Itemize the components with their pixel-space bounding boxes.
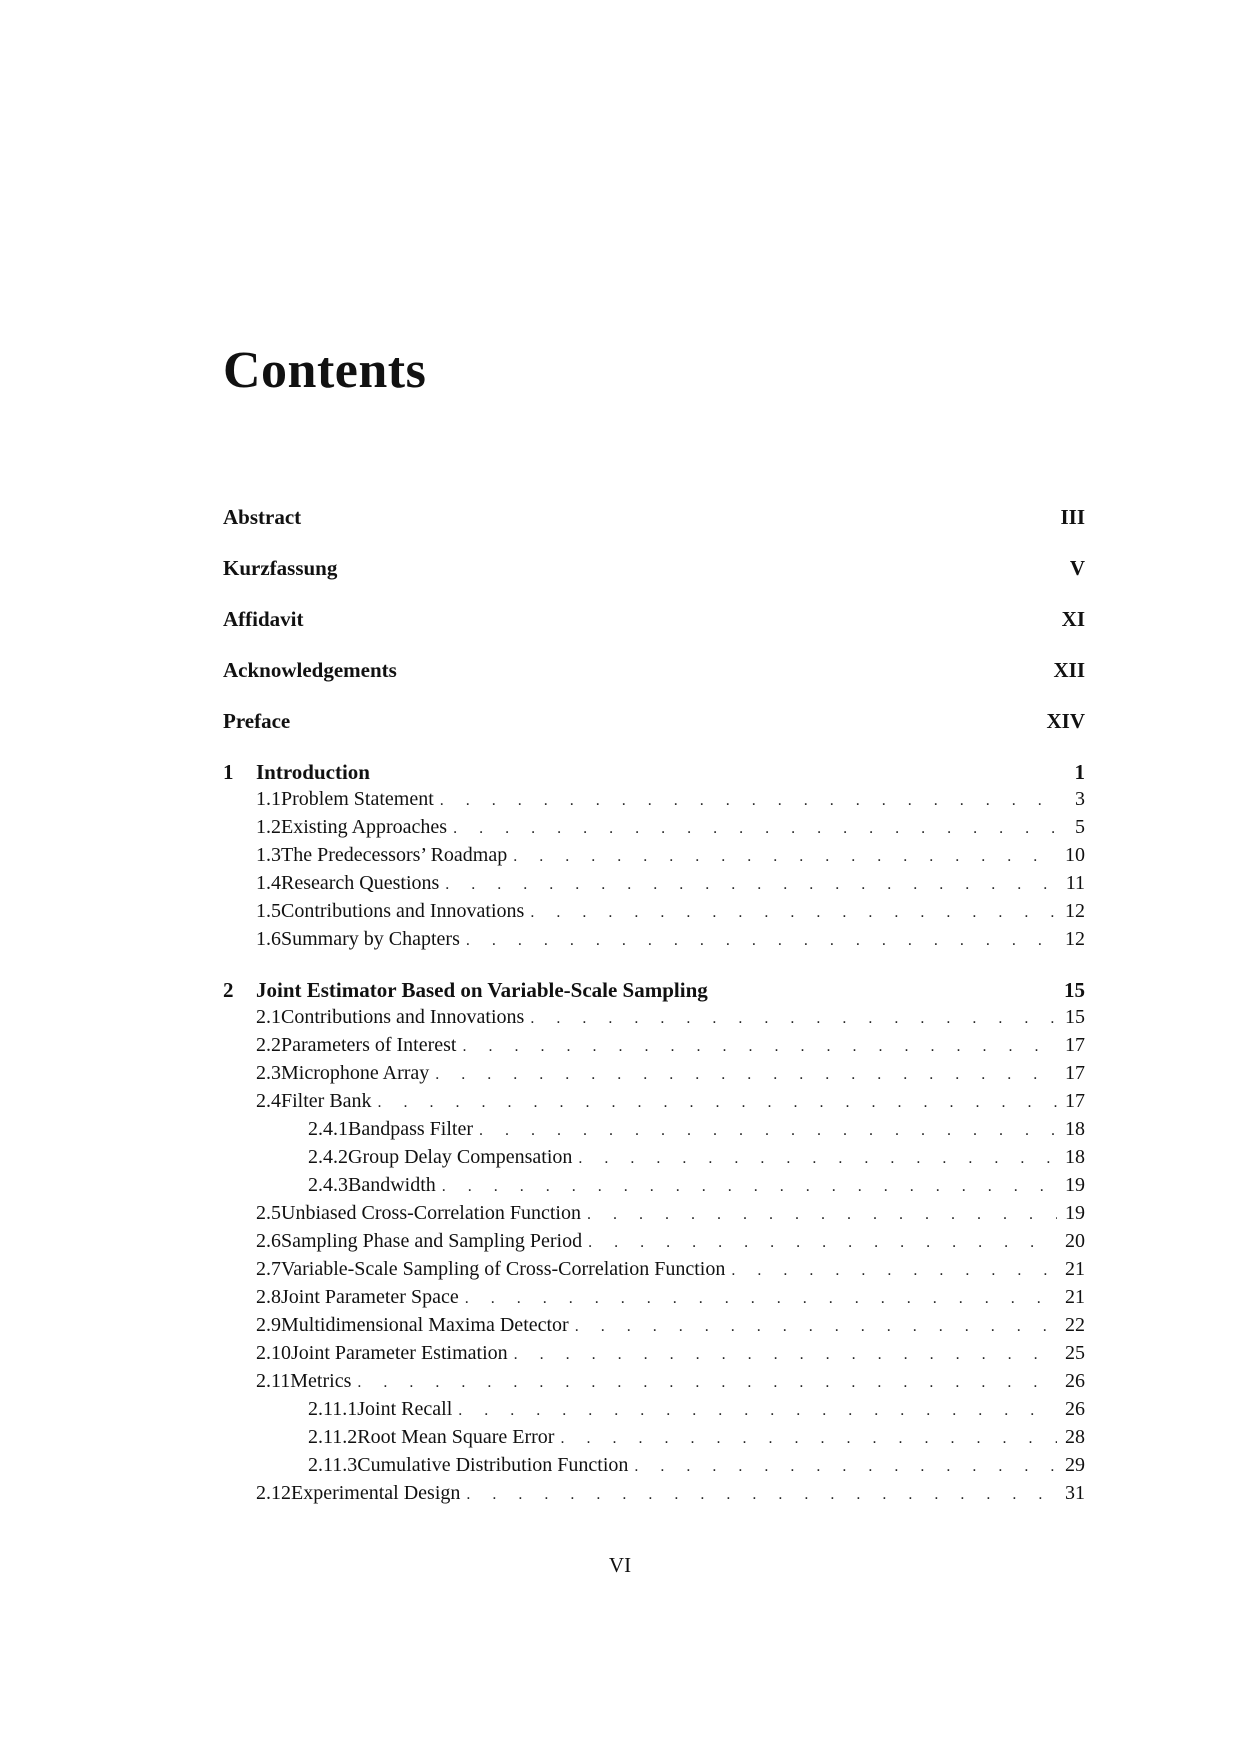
chapter-page: 1 <box>1074 760 1085 784</box>
toc-subsection[interactable] <box>223 1174 1085 1202</box>
subsection-title: Root Mean Square Error <box>357 1426 555 1448</box>
section-title: Metrics <box>290 1370 352 1392</box>
page-number-footer: VI <box>608 1553 632 1577</box>
toc-section[interactable] <box>223 816 1085 844</box>
subsection-title: Bandpass Filter <box>348 1118 473 1140</box>
dot-leader <box>440 792 1057 810</box>
toc-section[interactable] <box>223 1006 1085 1034</box>
dot-leader <box>575 1318 1057 1336</box>
toc-section[interactable] <box>223 1370 1085 1398</box>
toc-section[interactable] <box>223 1314 1085 1342</box>
section-title: Contributions and Innovations <box>281 900 525 922</box>
section-title: Multidimensional Maxima Detector <box>281 1314 569 1336</box>
toc-section[interactable] <box>223 1090 1085 1118</box>
toc-subsection[interactable] <box>223 1454 1085 1482</box>
section-number: 2.12 <box>256 1482 291 1504</box>
toc-entry-label: Acknowledgements <box>223 658 397 682</box>
toc-entry-page: XII <box>1053 658 1085 682</box>
section-number: 2.11 <box>256 1370 291 1392</box>
subsection-title: Bandwidth <box>348 1174 436 1196</box>
section-page: 19 <box>1065 1202 1085 1224</box>
section-page: 12 <box>1065 900 1085 922</box>
section-page: 26 <box>1065 1370 1085 1392</box>
subsection-number: 2.11.1 <box>308 1398 358 1420</box>
dot-leader <box>587 1206 1057 1224</box>
toc-entry-preface[interactable] <box>223 709 1085 760</box>
toc-section[interactable] <box>223 1286 1085 1314</box>
section-page: 20 <box>1065 1230 1085 1252</box>
toc-section[interactable] <box>223 1258 1085 1286</box>
section-number: 1.3 <box>256 844 281 866</box>
toc-subsection[interactable] <box>223 1146 1085 1174</box>
subsection-number: 2.11.3 <box>308 1454 358 1476</box>
table-of-contents <box>223 505 1085 1510</box>
section-number: 1.6 <box>256 928 281 950</box>
toc-section[interactable] <box>223 1034 1085 1062</box>
section-title: Variable-Scale Sampling of Cross-Correlation Function <box>281 1258 726 1280</box>
toc-chapter-2[interactable] <box>223 978 1085 1006</box>
section-title: Unbiased Cross-Correlation Function <box>281 1202 581 1224</box>
subsection-number: 2.4.3 <box>308 1174 348 1196</box>
subsection-title: Group Delay Compensation <box>348 1146 573 1168</box>
section-number: 2.9 <box>256 1314 281 1336</box>
toc-entry-affidavit[interactable] <box>223 607 1085 658</box>
toc-entry-kurzfassung[interactable] <box>223 556 1085 607</box>
dot-leader <box>435 1066 1057 1084</box>
section-number: 2.6 <box>256 1230 281 1252</box>
toc-section[interactable] <box>223 844 1085 872</box>
dot-leader <box>462 1038 1057 1056</box>
dot-leader <box>442 1178 1057 1196</box>
dot-leader <box>588 1234 1057 1252</box>
section-number: 1.2 <box>256 816 281 838</box>
dot-leader <box>560 1430 1057 1448</box>
toc-entry-page: XIV <box>1046 709 1085 733</box>
section-page: 12 <box>1065 928 1085 950</box>
section-number: 2.10 <box>256 1342 291 1364</box>
section-title: Sampling Phase and Sampling Period <box>281 1230 583 1252</box>
dot-leader <box>465 1290 1057 1308</box>
section-number: 2.3 <box>256 1062 281 1084</box>
section-number: 2.7 <box>256 1258 281 1280</box>
section-title: Microphone Array <box>281 1062 430 1084</box>
toc-section[interactable] <box>223 1342 1085 1370</box>
section-title: Research Questions <box>281 872 440 894</box>
dot-leader <box>530 1010 1057 1028</box>
subsection-page: 28 <box>1065 1426 1085 1448</box>
toc-entry-label: Preface <box>223 709 291 733</box>
subsection-page: 18 <box>1065 1118 1085 1140</box>
chapter-title: Introduction <box>256 760 370 784</box>
dot-leader <box>466 1486 1057 1504</box>
toc-entry-page: III <box>1060 505 1085 529</box>
section-title: Filter Bank <box>281 1090 372 1112</box>
dot-leader <box>578 1150 1057 1168</box>
chapter-number: 1 <box>223 760 234 784</box>
section-title: Joint Parameter Space <box>281 1286 459 1308</box>
section-number: 2.5 <box>256 1202 281 1224</box>
toc-section[interactable] <box>223 928 1085 956</box>
dot-leader <box>378 1094 1057 1112</box>
toc-entry-label: Kurzfassung <box>223 556 338 580</box>
toc-section[interactable] <box>223 900 1085 928</box>
toc-section[interactable] <box>223 1062 1085 1090</box>
dot-leader <box>466 932 1057 950</box>
toc-entry-acknowledgements[interactable] <box>223 658 1085 709</box>
toc-entry-page: V <box>1069 556 1085 580</box>
subsection-page: 26 <box>1065 1398 1085 1420</box>
section-page: 3 <box>1075 788 1085 810</box>
section-number: 1.4 <box>256 872 281 894</box>
dot-leader <box>479 1122 1057 1140</box>
section-number: 1.5 <box>256 900 281 922</box>
section-title: Parameters of Interest <box>281 1034 457 1056</box>
section-page: 10 <box>1065 844 1085 866</box>
toc-entry-label: Abstract <box>223 505 302 529</box>
toc-entry-page: XI <box>1061 607 1085 631</box>
subsection-page: 19 <box>1065 1174 1085 1196</box>
section-number: 2.8 <box>256 1286 281 1308</box>
section-title: Existing Approaches <box>281 816 448 838</box>
section-number: 1.1 <box>256 788 281 810</box>
dot-leader <box>453 820 1057 838</box>
dot-leader <box>513 848 1057 866</box>
toc-section[interactable] <box>223 1482 1085 1510</box>
toc-subsection[interactable] <box>223 1426 1085 1454</box>
dot-leader <box>731 1262 1057 1280</box>
section-number: 2.2 <box>256 1034 281 1056</box>
section-title: Experimental Design <box>291 1482 461 1504</box>
section-page: 15 <box>1065 1006 1085 1028</box>
section-page: 25 <box>1065 1342 1085 1364</box>
section-title: Summary by Chapters <box>281 928 460 950</box>
section-title: Contributions and Innovations <box>281 1006 525 1028</box>
subsection-page: 29 <box>1065 1454 1085 1476</box>
toc-entry-abstract[interactable] <box>223 505 1085 556</box>
subsection-title: Cumulative Distribution Function <box>357 1454 629 1476</box>
section-page: 17 <box>1065 1090 1085 1112</box>
section-number: 2.4 <box>256 1090 281 1112</box>
section-title: Joint Parameter Estimation <box>291 1342 508 1364</box>
toc-subsection[interactable] <box>223 1398 1085 1426</box>
dot-leader <box>514 1346 1057 1364</box>
toc-section[interactable] <box>223 872 1085 900</box>
dot-leader <box>634 1458 1057 1476</box>
section-title: The Predecessors’ Roadmap <box>281 844 508 866</box>
subsection-number: 2.4.1 <box>308 1118 348 1140</box>
toc-subsection[interactable] <box>223 1118 1085 1146</box>
section-page: 11 <box>1065 872 1085 894</box>
dot-leader <box>458 1402 1057 1420</box>
section-page: 21 <box>1065 1286 1085 1308</box>
dot-leader <box>357 1374 1057 1392</box>
section-page: 22 <box>1065 1314 1085 1336</box>
dot-leader <box>530 904 1057 922</box>
chapter-page: 15 <box>1064 978 1085 1002</box>
toc-section[interactable] <box>223 788 1085 816</box>
section-page: 31 <box>1065 1482 1085 1504</box>
subsection-number: 2.4.2 <box>308 1146 348 1168</box>
section-page: 21 <box>1065 1258 1085 1280</box>
subsection-page: 18 <box>1065 1146 1085 1168</box>
section-title: Problem Statement <box>281 788 434 810</box>
section-number: 2.1 <box>256 1006 281 1028</box>
toc-section[interactable] <box>223 1202 1085 1230</box>
chapter-number: 2 <box>223 978 234 1002</box>
toc-entry-label: Affidavit <box>223 607 304 631</box>
toc-section[interactable] <box>223 1230 1085 1258</box>
chapter-title: Joint Estimator Based on Variable-Scale Sampling <box>256 978 708 1002</box>
section-page: 17 <box>1065 1034 1085 1056</box>
chapter-gap <box>223 956 1085 978</box>
subsection-number: 2.11.2 <box>308 1426 358 1448</box>
dot-leader <box>445 876 1057 894</box>
section-page: 5 <box>1075 816 1085 838</box>
subsection-title: Joint Recall <box>357 1398 453 1420</box>
page-title: Contents <box>223 342 427 399</box>
toc-chapter-1[interactable] <box>223 760 1085 788</box>
section-page: 17 <box>1065 1062 1085 1084</box>
